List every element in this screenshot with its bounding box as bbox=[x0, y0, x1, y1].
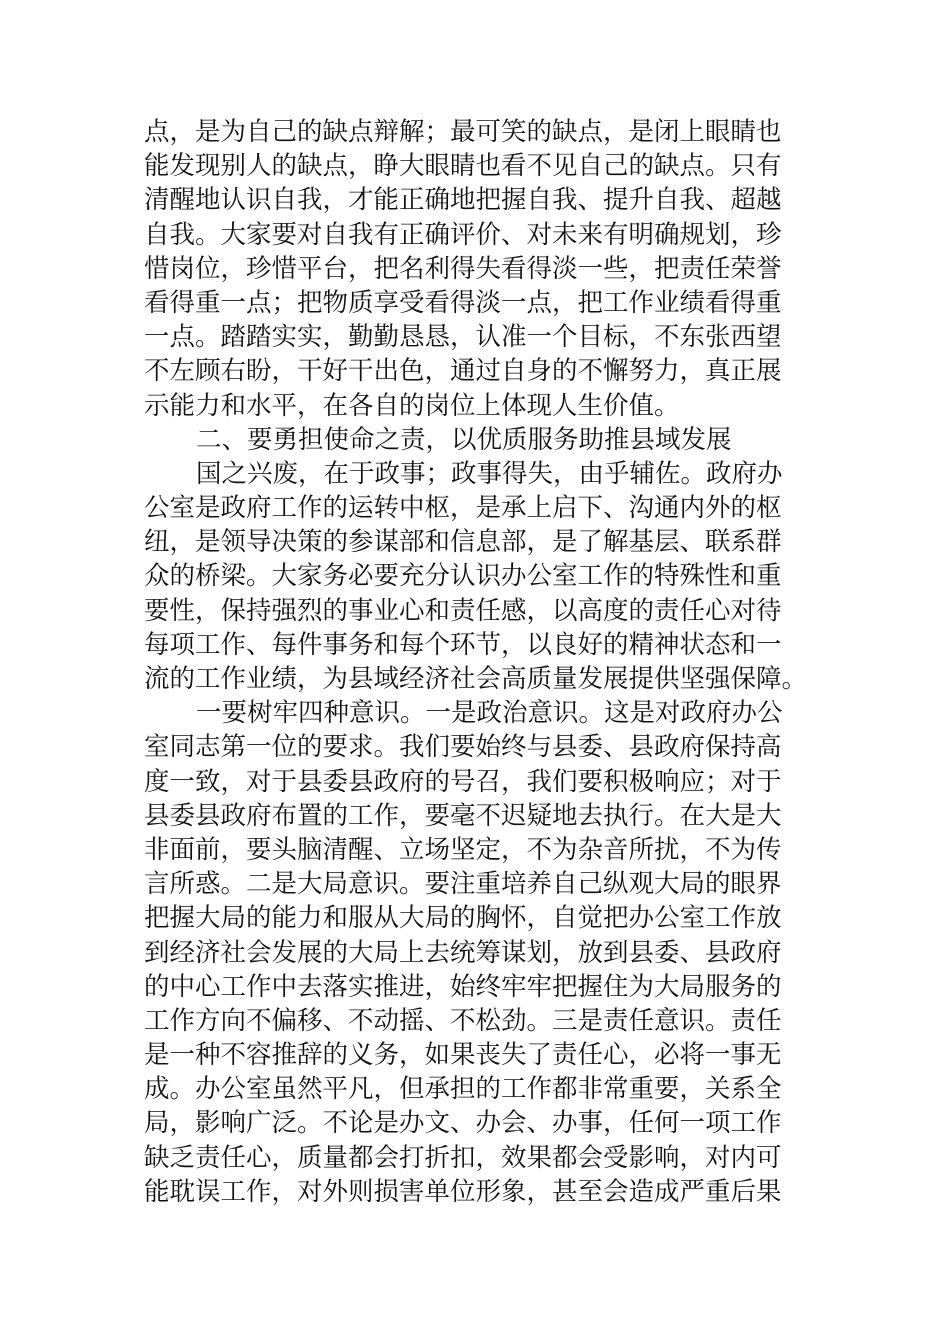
text-line: 清醒地认识自我，才能正确地把握自我、提升自我、超越 bbox=[144, 185, 782, 216]
text-line: 国之兴废，在于政事；政事得失，由乎辅佐。政府办 bbox=[196, 458, 783, 489]
text-line: 点，是为自己的缺点辩解；最可笑的缺点，是闭上眼睛也 bbox=[144, 117, 782, 147]
document-body bbox=[144, 115, 808, 1209]
text-line: 言所惑。二是大局意识。要注重培养自己纵观大局的眼界 bbox=[144, 869, 782, 900]
text-line: 局，影响广泛。不论是办文、办会、办事，任何一项工作 bbox=[144, 1108, 782, 1139]
text-line: 成。办公室虽然平凡，但承担的工作都非常重要，关系全 bbox=[144, 1074, 782, 1105]
text-line: 惜岗位，珍惜平台，把名利得失看得淡一些，把责任荣誉 bbox=[144, 253, 782, 284]
text-line: 能耽误工作，对外则损害单位形象，甚至会造成严重后果 bbox=[144, 1176, 782, 1207]
text-line: 纽，是领导决策的参谋部和信息部，是了解基层、联系群 bbox=[144, 527, 782, 558]
text-line: 公室是政府工作的运转中枢，是承上启下、沟通内外的枢 bbox=[144, 493, 782, 524]
text-line: 到经济社会发展的大局上去统筹谋划，放到县委、县政府 bbox=[144, 937, 782, 968]
text-line: 能发现别人的缺点，睁大眼睛也看不见自己的缺点。只有 bbox=[144, 151, 782, 182]
text-line: 缺乏责任心，质量都会打折扣，效果都会受影响，对内可 bbox=[144, 1142, 782, 1173]
text-line: 县委县政府布置的工作，要毫不迟疑地去执行。在大是大 bbox=[144, 800, 782, 831]
text-line: 的中心工作中去落实推进，始终牢牢把握住为大局服务的 bbox=[144, 971, 782, 1002]
text-line: 度一致，对于县委县政府的号召，我们要积极响应；对于 bbox=[144, 766, 782, 797]
text-line: 一要树牢四种意识。一是政治意识。这是对政府办公 bbox=[196, 698, 783, 729]
text-line: 看得重一点；把物质享受看得淡一点，把工作业绩看得重 bbox=[144, 287, 782, 318]
text-line: 要性，保持强烈的事业心和责任感，以高度的责任心对待 bbox=[144, 595, 782, 626]
text-line: 每项工作、每件事务和每个环节，以良好的精神状态和一 bbox=[144, 629, 782, 660]
text-line: 二、要勇担使命之责，以优质服务助推县域发展 bbox=[196, 424, 732, 455]
text-line: 工作方向不偏移、不动摇、不松劲。三是责任意识。责任 bbox=[144, 1005, 782, 1036]
text-line: 不左顾右盼，干好干出色，通过自身的不懈努力，真正展 bbox=[144, 356, 782, 387]
text-line: 众的桥梁。大家务必要充分认识办公室工作的特殊性和重 bbox=[144, 561, 782, 592]
text-line: 把握大局的能力和服从大局的胸怀，自觉把办公室工作放 bbox=[144, 903, 782, 934]
text-line: 室同志第一位的要求。我们要始终与县委、县政府保持高 bbox=[144, 732, 782, 763]
text-line: 是一种不容推辞的义务，如果丧失了责任心，必将一事无 bbox=[144, 1040, 782, 1071]
text-line: 一点。踏踏实实，勤勤恳恳，认准一个目标，不东张西望 bbox=[144, 322, 782, 353]
text-line: 自我。大家要对自我有正确评价、对未来有明确规划，珍 bbox=[144, 219, 782, 250]
text-line: 示能力和水平，在各自的岗位上体现人生价值。 bbox=[144, 390, 680, 421]
text-line: 非面前，要头脑清醒、立场坚定，不为杂音所扰，不为传 bbox=[144, 834, 782, 865]
text-line: 流的工作业绩，为县域经济社会高质量发展提供坚强保障。 bbox=[144, 664, 808, 694]
